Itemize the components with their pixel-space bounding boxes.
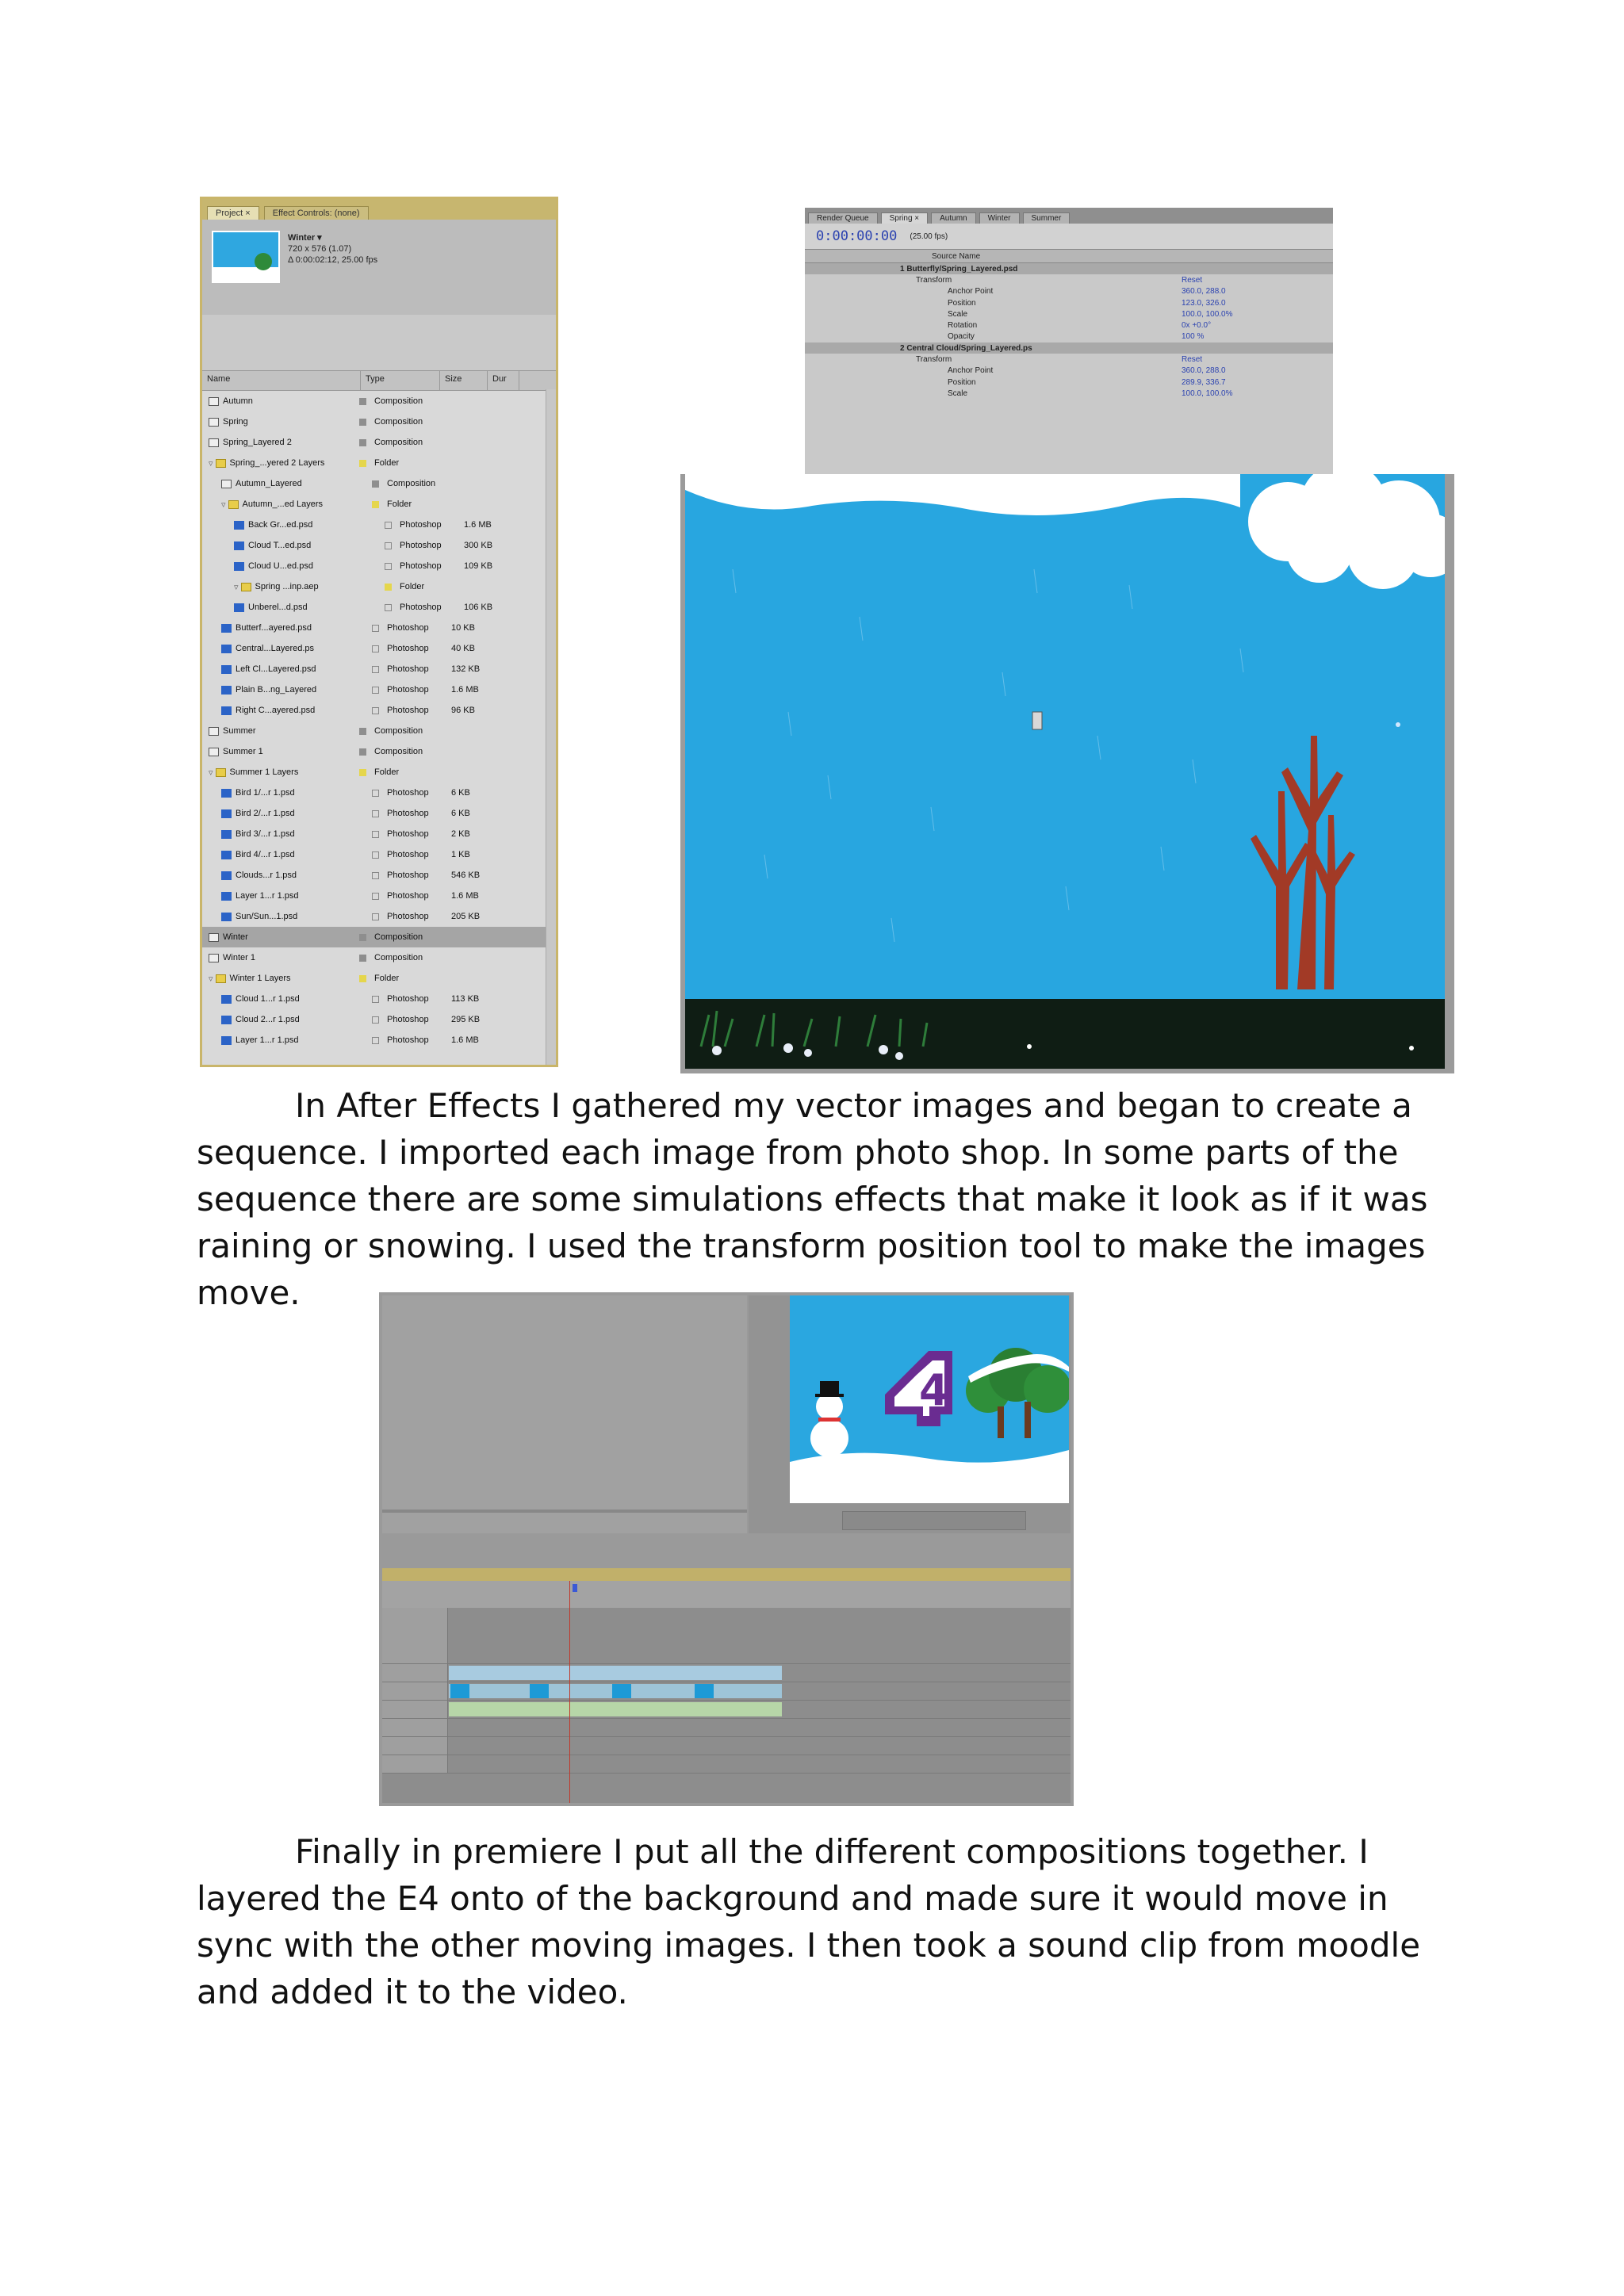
- project-item-size: 1 KB: [451, 850, 470, 859]
- project-item-type: Composition: [374, 726, 423, 736]
- photoshop-file-icon: [221, 624, 232, 633]
- column-type[interactable]: Type: [361, 371, 440, 390]
- timeline-column-header: [805, 249, 1333, 263]
- project-item-type: Photoshop: [400, 561, 442, 571]
- rain-dot: [1396, 722, 1400, 727]
- project-item-name: Layer 1...r 1.psd: [236, 891, 299, 901]
- tab-summer[interactable]: Summer: [1023, 212, 1071, 224]
- project-item-row[interactable]: [202, 783, 556, 803]
- folder-icon: [228, 500, 239, 509]
- timeline-layer-row[interactable]: [805, 342, 1333, 354]
- photoshop-file-icon: [221, 809, 232, 818]
- project-preview: [202, 220, 556, 315]
- folder-icon: [216, 974, 226, 983]
- timeline-row-value[interactable]: 289.9, 336.7: [1182, 377, 1226, 387]
- project-item-name: Cloud T...ed.psd: [248, 541, 312, 550]
- photoshop-file-icon: [221, 789, 232, 798]
- twirl-down-icon[interactable]: ▿: [234, 582, 239, 592]
- project-item-name: Bird 3/...r 1.psd: [236, 829, 295, 839]
- project-item-name: Summer 1: [223, 747, 263, 756]
- tab-winter[interactable]: Winter: [979, 212, 1020, 224]
- project-item-row[interactable]: [202, 473, 556, 494]
- timeline-property-row[interactable]: [805, 297, 1333, 308]
- project-item-type: Composition: [374, 747, 423, 756]
- project-item-row[interactable]: [202, 989, 556, 1009]
- trees: [1251, 736, 1355, 989]
- e4-winter-frame: [790, 1295, 1069, 1503]
- project-item-name: Spring ...inp.aep: [255, 582, 319, 591]
- timeline-property-row[interactable]: [805, 274, 1333, 285]
- project-item-type: Photoshop: [387, 891, 429, 901]
- project-column-header: [202, 370, 556, 391]
- project-item-size: 6 KB: [451, 788, 470, 798]
- project-item-name: Plain B...ng_Layered: [236, 685, 317, 695]
- label-color-swatch[interactable]: [372, 996, 379, 1003]
- composition-icon: [209, 954, 219, 962]
- project-item-type: Photoshop: [387, 644, 429, 653]
- project-item-type: Photoshop: [387, 809, 429, 818]
- label-color-swatch[interactable]: [385, 584, 392, 591]
- column-name[interactable]: Name: [202, 371, 361, 390]
- timeline-row-value[interactable]: 100 %: [1182, 332, 1205, 342]
- photoshop-file-icon: [234, 562, 244, 571]
- project-panel-tabs: [202, 199, 556, 220]
- project-item-name: Winter: [223, 932, 248, 942]
- timeline-row-name: Anchor Point: [948, 366, 994, 376]
- composition-icon: [209, 727, 219, 736]
- project-item-type: Photoshop: [387, 1015, 429, 1024]
- timeline-property-row[interactable]: [805, 320, 1333, 331]
- label-color-swatch[interactable]: [372, 501, 379, 508]
- paragraph-premiere-text: Finally in premiere I put all the different compositions together. I layered the E4 onto of the background and made sure it would move in sync with the other moving images. I then took a sound clip from moodle and added it to the video.: [197, 1832, 1421, 2011]
- composition-info: [288, 232, 377, 266]
- label-color-swatch[interactable]: [372, 625, 379, 632]
- label-color-swatch[interactable]: [359, 748, 366, 756]
- scene-artwork: [685, 474, 1445, 1007]
- project-item-row[interactable]: [202, 659, 556, 679]
- source-name-header[interactable]: Source Name: [932, 251, 981, 261]
- timeline-property-row[interactable]: [805, 365, 1333, 377]
- project-item-row[interactable]: [202, 906, 556, 927]
- project-item-size: 10 KB: [451, 623, 475, 633]
- project-item-row[interactable]: [202, 618, 556, 638]
- project-item-type: Photoshop: [387, 623, 429, 633]
- project-item-row[interactable]: [202, 865, 556, 886]
- timeline-property-row[interactable]: [805, 286, 1333, 297]
- project-item-type: Composition: [387, 479, 436, 488]
- sequence-timeline: [382, 1568, 1071, 1803]
- project-item-row[interactable]: [202, 762, 556, 783]
- project-item-row[interactable]: [202, 1009, 556, 1030]
- project-item-row[interactable]: [202, 679, 556, 700]
- project-item-type: Photoshop: [387, 1035, 429, 1045]
- composition-name[interactable]: Winter ▾: [288, 233, 322, 243]
- timeline-row-name: Rotation: [948, 321, 978, 331]
- project-item-name: Layer 1...r 1.psd: [236, 1035, 299, 1045]
- scene-ground: [685, 999, 1445, 1069]
- project-item-size: 300 KB: [464, 541, 493, 550]
- project-item-row[interactable]: [202, 432, 556, 453]
- project-item-row[interactable]: [202, 741, 556, 762]
- label-color-swatch[interactable]: [359, 955, 366, 962]
- timeline-row-value[interactable]: 123.0, 326.0: [1182, 298, 1226, 308]
- source-monitor: [382, 1295, 747, 1533]
- project-item-row[interactable]: [202, 515, 556, 535]
- project-item-size: 96 KB: [451, 706, 475, 715]
- photoshop-file-icon: [234, 521, 244, 530]
- project-item-type: Photoshop: [400, 603, 442, 612]
- photoshop-file-icon: [221, 871, 232, 880]
- project-item-size: 2 KB: [451, 829, 470, 839]
- project-item-size: 106 KB: [464, 603, 493, 612]
- timeline-row-name: Transform: [916, 275, 952, 285]
- project-item-size: 113 KB: [451, 994, 480, 1004]
- video-track-1: [382, 1682, 1071, 1701]
- photoshop-file-icon: [221, 645, 232, 653]
- project-item-name: Summer: [223, 726, 256, 736]
- timeline-row-name: 1 Butterfly/Spring_Layered.psd: [900, 264, 1018, 274]
- project-item-size: 6 KB: [451, 809, 470, 818]
- twirl-down-icon[interactable]: ▿: [209, 458, 213, 469]
- project-item-size: 1.6 MB: [451, 1035, 479, 1045]
- timeline-row-name: Scale: [948, 388, 968, 398]
- photoshop-file-icon: [234, 603, 244, 612]
- master-track: [382, 1755, 1071, 1774]
- project-item-type: Folder: [387, 499, 412, 509]
- project-item-row[interactable]: [202, 556, 556, 576]
- project-item-size: 205 KB: [451, 912, 481, 921]
- photoshop-file-icon: [221, 892, 232, 901]
- project-item-row[interactable]: [202, 494, 556, 515]
- scene-sky: [685, 474, 1445, 1007]
- timeline-property-row[interactable]: [805, 354, 1333, 365]
- project-item-row[interactable]: [202, 411, 556, 432]
- project-item-name: Left Cl...Layered.psd: [236, 664, 316, 674]
- photoshop-file-icon: [221, 913, 232, 921]
- project-panel-screenshot: [200, 197, 558, 1067]
- project-item-type: Photoshop: [387, 664, 429, 674]
- program-monitor: [749, 1295, 1071, 1533]
- project-item-name: Back Gr...ed.psd: [248, 520, 313, 530]
- ground-dot: [1027, 1044, 1032, 1049]
- composition-icon: [221, 480, 232, 488]
- project-item-row[interactable]: [202, 638, 556, 659]
- project-item-size: 295 KB: [451, 1015, 481, 1024]
- playhead-line: [569, 1581, 570, 1803]
- label-color-swatch[interactable]: [385, 563, 392, 570]
- project-item-name: Clouds...r 1.psd: [236, 871, 297, 880]
- ground-artwork: [685, 999, 1445, 1069]
- timeline-row-value[interactable]: 100.0, 100.0%: [1182, 309, 1233, 319]
- timeline-row-value[interactable]: 100.0, 100.0%: [1182, 388, 1233, 398]
- project-item-name: Right C...ayered.psd: [236, 706, 316, 715]
- photoshop-file-icon: [221, 830, 232, 839]
- project-item-size: 1.6 MB: [451, 685, 479, 695]
- photoshop-file-icon: [221, 1016, 232, 1024]
- audio-track-2: [382, 1719, 1071, 1737]
- label-color-swatch[interactable]: [359, 460, 366, 467]
- photoshop-file-icon: [234, 541, 244, 550]
- photoshop-file-icon: [221, 706, 232, 715]
- clip-thumbnail: [450, 1684, 469, 1698]
- timeline-panel-screenshot: [805, 208, 1333, 474]
- label-color-swatch[interactable]: [372, 893, 379, 900]
- project-item-type: Composition: [374, 953, 423, 962]
- playhead-marker[interactable]: [573, 1584, 577, 1592]
- timeline-row-value[interactable]: 360.0, 288.0: [1182, 366, 1226, 376]
- label-color-swatch[interactable]: [372, 851, 379, 859]
- photoshop-file-icon: [221, 686, 232, 695]
- label-color-swatch[interactable]: [372, 666, 379, 673]
- timeline-property-row[interactable]: [805, 388, 1333, 399]
- label-color-swatch[interactable]: [359, 934, 366, 941]
- project-item-row[interactable]: [202, 886, 556, 906]
- timeline-layer-row[interactable]: [805, 263, 1333, 274]
- project-item-type: Composition: [374, 417, 423, 427]
- project-item-name: Cloud 1...r 1.psd: [236, 994, 300, 1004]
- paragraph-after-effects: [197, 1082, 1434, 1316]
- video-clip-e4[interactable]: [449, 1666, 782, 1680]
- tab-autumn[interactable]: Autumn: [931, 212, 975, 224]
- label-color-swatch[interactable]: [385, 542, 392, 549]
- project-item-type: Photoshop: [387, 706, 429, 715]
- project-item-name: Winter 1 Layers: [229, 974, 291, 983]
- label-color-swatch[interactable]: [359, 975, 366, 982]
- tab-effect-controls[interactable]: Effect Controls: (none): [264, 206, 369, 220]
- composition-icon: [209, 748, 219, 756]
- paragraph-premiere: [197, 1828, 1434, 2015]
- project-item-size: 1.6 MB: [464, 520, 492, 530]
- project-item-name: Autumn_...ed Layers: [242, 499, 324, 509]
- project-item-row[interactable]: [202, 844, 556, 865]
- project-item-name: Sun/Sun...1.psd: [236, 912, 298, 921]
- project-item-row[interactable]: [202, 700, 556, 721]
- composition-icon: [209, 418, 219, 427]
- timeline-property-row[interactable]: [805, 308, 1333, 320]
- tab-project[interactable]: Project ×: [207, 206, 259, 220]
- premiere-screenshot: [379, 1292, 1074, 1806]
- label-color-swatch[interactable]: [372, 687, 379, 694]
- project-item-name: Summer 1 Layers: [229, 767, 299, 777]
- label-color-swatch[interactable]: [372, 913, 379, 920]
- timeline-row-name: 2 Central Cloud/Spring_Layered.ps: [900, 343, 1032, 353]
- label-color-swatch[interactable]: [372, 872, 379, 879]
- project-item-type: Folder: [374, 767, 400, 777]
- composition-icon: [209, 438, 219, 447]
- ground-dot-right: [1409, 1046, 1414, 1050]
- project-item-name: Autumn: [223, 396, 253, 406]
- project-item-type: Folder: [374, 974, 400, 983]
- project-item-name: Spring: [223, 417, 248, 427]
- timeline-row-name: Position: [948, 298, 976, 308]
- timeline-row-name: Position: [948, 377, 976, 387]
- project-panel-spacer: [202, 315, 556, 370]
- rain-scene-image: [680, 474, 1454, 1073]
- twirl-down-icon[interactable]: ▿: [209, 767, 213, 778]
- rain-streaks: [733, 569, 1243, 942]
- project-item-type: Photoshop: [387, 788, 429, 798]
- project-item-row[interactable]: [202, 968, 556, 989]
- project-item-type: Photoshop: [400, 520, 442, 530]
- composition-dimensions: 720 x 576 (1.07): [288, 244, 352, 254]
- project-item-size: 1.6 MB: [451, 891, 479, 901]
- label-color-swatch[interactable]: [372, 707, 379, 714]
- paragraph-after-effects-text: In After Effects I gathered my vector images and began to create a sequence. I imported each image from photo shop. In some parts of the sequence there are some simulations effects that make it look as if it was raining or snowing. I used the transform position tool to make the images move.: [197, 1086, 1428, 1312]
- project-item-name: Cloud 2...r 1.psd: [236, 1015, 300, 1024]
- project-item-type: Photoshop: [387, 685, 429, 695]
- timeline-property-row[interactable]: [805, 377, 1333, 388]
- project-scrollbar[interactable]: [546, 389, 556, 1065]
- project-item-name: Bird 4/...r 1.psd: [236, 850, 295, 859]
- label-color-swatch[interactable]: [372, 480, 379, 488]
- timeline-row-value[interactable]: Reset: [1182, 355, 1203, 365]
- project-item-row[interactable]: [202, 947, 556, 968]
- project-item-row[interactable]: [202, 597, 556, 618]
- tab-spring[interactable]: Spring ×: [881, 212, 929, 224]
- project-item-name: Winter 1: [223, 953, 255, 962]
- project-item-row[interactable]: [202, 824, 556, 844]
- project-item-name: Butterf...ayered.psd: [236, 623, 312, 633]
- label-color-swatch[interactable]: [372, 790, 379, 797]
- video-track-empty: [382, 1608, 1071, 1664]
- project-item-type: Photoshop: [387, 994, 429, 1004]
- column-size[interactable]: Size: [440, 371, 488, 390]
- composition-thumbnail: [212, 231, 280, 283]
- project-item-type: Composition: [374, 396, 423, 406]
- composition-icon: [209, 933, 219, 942]
- project-item-name: Spring_...yered 2 Layers: [229, 458, 325, 468]
- project-item-size: 109 KB: [464, 561, 493, 571]
- transport-controls[interactable]: [842, 1511, 1026, 1530]
- tab-render-queue[interactable]: Render Queue: [808, 212, 878, 224]
- label-color-swatch[interactable]: [359, 419, 366, 426]
- project-item-row[interactable]: [202, 576, 556, 597]
- video-track-2: [382, 1664, 1071, 1682]
- project-item-row[interactable]: [202, 1030, 556, 1050]
- timeline-row-value[interactable]: 360.0, 288.0: [1182, 287, 1226, 297]
- frame-rate: (25.00 fps): [910, 232, 948, 241]
- photoshop-file-icon: [221, 665, 232, 674]
- project-item-type: Photoshop: [387, 871, 429, 880]
- label-color-swatch[interactable]: [359, 728, 366, 735]
- grass: [701, 1011, 927, 1047]
- project-item-type: Folder: [400, 582, 425, 591]
- project-item-size: 40 KB: [451, 644, 475, 653]
- folder-icon: [216, 768, 226, 777]
- timeline-row-name: Opacity: [948, 332, 975, 342]
- column-duration[interactable]: Dur: [488, 371, 519, 390]
- label-color-swatch[interactable]: [385, 604, 392, 611]
- top-cloud-band: [685, 474, 1240, 515]
- twirl-down-icon[interactable]: ▿: [221, 499, 226, 510]
- project-item-name: Central...Layered.ps: [236, 644, 315, 653]
- timeline-row-value[interactable]: 0x +0.0°: [1182, 321, 1212, 331]
- anchor-marker: [1032, 712, 1042, 729]
- project-items-list: [202, 391, 556, 1050]
- project-item-row[interactable]: [202, 535, 556, 556]
- project-item-row[interactable]: [202, 927, 556, 947]
- project-item-row[interactable]: [202, 453, 556, 473]
- audio-clip-sound[interactable]: [449, 1702, 782, 1716]
- project-item-size: 546 KB: [451, 871, 481, 880]
- cloud-shape: [1248, 474, 1445, 589]
- project-item-type: Photoshop: [387, 912, 429, 921]
- label-color-swatch[interactable]: [359, 439, 366, 446]
- project-item-type: Composition: [374, 438, 423, 447]
- label-color-swatch[interactable]: [372, 1037, 379, 1044]
- clip-thumbnail-4: [695, 1684, 714, 1698]
- timeline-property-row[interactable]: [805, 331, 1333, 342]
- project-item-name: Bird 1/...r 1.psd: [236, 788, 295, 798]
- flowers: [712, 1043, 903, 1060]
- source-monitor-scrub-bar[interactable]: [382, 1510, 747, 1513]
- label-color-swatch[interactable]: [359, 769, 366, 776]
- project-item-name: Bird 2/...r 1.psd: [236, 809, 295, 818]
- timeline-row-name: Anchor Point: [948, 287, 994, 297]
- label-color-swatch[interactable]: [385, 522, 392, 529]
- track-area: [382, 1608, 1071, 1803]
- photoshop-file-icon: [221, 851, 232, 859]
- project-item-row[interactable]: [202, 391, 556, 411]
- audio-track-3: [382, 1737, 1071, 1755]
- label-color-swatch[interactable]: [372, 831, 379, 838]
- project-item-name: Unberel...d.psd: [248, 603, 308, 612]
- timeline-layer-list: [805, 263, 1333, 400]
- timeline-tabs: [805, 208, 1333, 224]
- photoshop-file-icon: [221, 995, 232, 1004]
- photoshop-file-icon: [221, 1036, 232, 1045]
- project-item-row[interactable]: [202, 803, 556, 824]
- timeline-time-bar: [805, 224, 1333, 249]
- composition-icon: [209, 397, 219, 406]
- project-item-size: 132 KB: [451, 664, 481, 674]
- project-item-type: Folder: [374, 458, 400, 468]
- timeline-ruler[interactable]: [382, 1581, 1071, 1608]
- project-item-row[interactable]: [202, 721, 556, 741]
- project-item-type: Photoshop: [387, 829, 429, 839]
- clip-thumbnail-2: [530, 1684, 549, 1698]
- twirl-down-icon[interactable]: ▿: [209, 974, 213, 984]
- current-timecode[interactable]: 0:00:00:00: [816, 228, 898, 244]
- project-item-name: Spring_Layered 2: [223, 438, 292, 447]
- timeline-row-value[interactable]: Reset: [1182, 275, 1203, 285]
- label-color-swatch[interactable]: [359, 398, 366, 405]
- sequence-tab[interactable]: [382, 1568, 1071, 1581]
- composition-duration: Δ 0:00:02:12, 25.00 fps: [288, 255, 378, 265]
- folder-icon: [216, 459, 226, 468]
- timeline-row-name: Scale: [948, 309, 968, 319]
- project-item-type: Photoshop: [400, 541, 442, 550]
- audio-track-1: [382, 1701, 1071, 1719]
- project-item-name: Cloud U...ed.psd: [248, 561, 313, 571]
- program-monitor-frame: [790, 1295, 1069, 1503]
- project-item-type: Photoshop: [387, 850, 429, 859]
- timeline-row-name: Transform: [916, 355, 952, 365]
- e4-logo-text: 4: [919, 1365, 949, 1415]
- project-item-name: Autumn_Layered: [236, 479, 302, 488]
- label-color-swatch[interactable]: [372, 1016, 379, 1024]
- project-item-type: Composition: [374, 932, 423, 942]
- clip-thumbnail-3: [612, 1684, 631, 1698]
- label-color-swatch[interactable]: [372, 810, 379, 817]
- folder-icon: [241, 583, 251, 591]
- label-color-swatch[interactable]: [372, 645, 379, 652]
